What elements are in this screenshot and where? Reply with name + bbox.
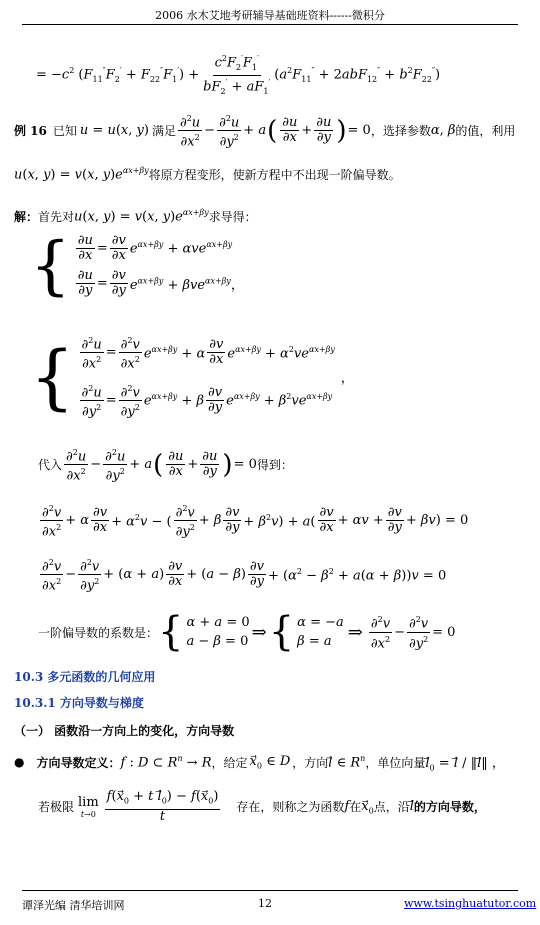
limit-if: 若极限 (38, 800, 75, 815)
example-cond: 满足 (151, 124, 176, 139)
solution-intro2: 求导得： (208, 210, 257, 224)
second-derivative-system: { $\frac{\partial^2u}{\partial x^2}$ = $\frac{\partial^2v}{\partial x^2}$ $e^{\alpha x+\beta y} + \alpha$ $\frac{\partial v}{\partial x}$ $e^{\alpha x+\beta y} + \alpha^2ve^{\alpha x+\beta y}$ $\frac{\partial^2u}{\partial y^2}$ = $\frac{\partial^2v}{\partial y^2}$ $e^{\alpha x+\beta y} + \beta$ $\frac{\partial v}{\partial y}$ $e^{\alpha x+\beta y} + \beta^2ve^{\alpha x+\beta y}$ ， (30, 335, 354, 420)
solution-intro: 解： 首先对 u(x, y) = v(x, $y)e^{\alpha x+\beta y}$ 求导得： (14, 208, 257, 225)
limit-of: 的方向导数， (413, 800, 486, 815)
footer-author: 谭泽光编 清华培训网 (22, 899, 125, 912)
definition-title: 方向导数定义： (36, 755, 121, 770)
definition-unit: ，单位向量 (365, 755, 426, 770)
formula-continuation: = $-c^2$ $(F_{11}''F_2' + F_{22}''F_1')$ + $\frac{c^2F_2'F_1'}{bF_2' + aF_1'}$ $(a^2F_{11}'' + 2abF_{12}'' + b^2F_{22}'')$ (36, 54, 441, 96)
transformed-equation-1: $\frac{\partial^2v}{\partial x^2}$ + α $\frac{\partial v}{\partial x}$ + $\alpha^2v$ − ( $\frac{\partial^2v}{\partial y^2}$ + β $\frac{\partial v}{\partial y}$ + $\beta^2v) + a$( $\frac{\partial v}{\partial x}$ + αv + $\frac{\partial v}{\partial y}$ + βv) = 0 (42, 504, 469, 540)
subsection-heading: （一） 函数沿一方向上的变化，方向导数 (14, 724, 235, 738)
section-heading-10-3: 10.3 多元函数的几何应用 (14, 670, 156, 684)
first-derivative-system: { $\frac{\partial u}{\partial x}$ = $\frac{\partial v}{\partial x}$ $e^{\alpha x+\beta y} + \alpha ve^{\alpha x+\beta y}$ $\frac{\partial u}{\partial y}$ = $\frac{\partial v}{\partial y}$ $e^{\alpha x+\beta y} + \beta ve^{\alpha x+\beta y}$， (30, 229, 244, 303)
example-label: 例 16 (14, 124, 47, 139)
solution-label: 解： (14, 210, 39, 224)
example-line2: 将原方程变形，使新方程中不出现一阶偏导数。 (148, 168, 401, 182)
example-16-line2: u(x, y) = v(x, $y)e^{\alpha x+\beta y}$ 将原方程变形，使新方程中不出现一阶偏导数。 (14, 166, 401, 183)
bullet-icon: ● (14, 755, 25, 770)
substitute-result: 得到： (256, 458, 293, 473)
substitute-line: 代入 $\frac{\partial^2u}{\partial x^2}$ − $\frac{\partial^2u}{\partial y^2}$ + a ( $\frac{\partial u}{\partial x}$ + $\frac{\partial u}{\partial y}$ ) = 0 得到： (38, 448, 293, 484)
transformed-equation-2: $\frac{\partial^2v}{\partial x^2}$ − $\frac{\partial^2v}{\partial y^2}$ + (α + a) $\frac{\partial v}{\partial x}$ + (a − β) $\frac{\partial v}{\partial y}$ + $(\alpha^2 - \beta^2 + a(\alpha + \beta))v = 0$ (42, 558, 447, 594)
header-divider (22, 24, 518, 25)
limit-at: 在 (349, 800, 362, 815)
limit-point: 点，沿 (373, 800, 410, 815)
footer-link[interactable]: www.tsinghuatutor.com (404, 897, 537, 910)
section-heading-10-3-1: 10.3.1 方向导数与梯度 (14, 696, 144, 710)
page-number: 12 (258, 897, 272, 910)
solution-intro-text: 首先对 (38, 210, 75, 224)
limit-definition-line: 若极限 lim t→0 $\frac{f(x_0 + t l_0) - f(x_0)}{t}$ 存在，则称之为函数 f 在 $x_0$ 点，沿 l 的方向导数， (38, 789, 486, 824)
coefficient-label: 一阶偏导数的系数是： (38, 625, 159, 640)
footer-divider (22, 890, 518, 891)
definition-given: ，给定 (211, 755, 248, 770)
limit-exists: 存在，则称之为函数 (236, 800, 345, 815)
substitute-label: 代入 (38, 458, 63, 473)
example-task: ，选择参数 (370, 124, 431, 139)
example-intro: 已知 (52, 124, 77, 139)
definition-line: ● 方向导数定义： f : D ⊂ $R^n \to R$ ，给定 $x_0$ ∈ D ，方向 l⃗ ∈ $R^n$ ，单位向量 $l_0$ = l⃗ / ‖l⃗‖ ， (14, 754, 505, 773)
coefficient-line: 一阶偏导数的系数是： { α + a = 0 a − β = 0 ⇒ { α = −a β = a ⇒ $\frac{\partial^2v}{\partial x^2}$ − $\frac{\partial^2v}{\partial y^2}$ = 0 (38, 609, 456, 655)
page-header: 2006 水木艾地考研辅导基础班资料------微积分 (155, 9, 385, 22)
example-task2: 的值，利用 (455, 124, 516, 139)
example-16-line1: 例 16 已知 u = u(x, y) 满足 $\frac{\partial^2u}{\partial x^2}$ − $\frac{\partial^2u}{\partial y^2}$ + a ( $\frac{\partial u}{\partial x}$ + $\frac{\partial u}{\partial y}$ ) = 0 ，选择参数 α, β 的值，利用 (14, 114, 516, 150)
definition-dir: ，方向 (292, 755, 329, 770)
